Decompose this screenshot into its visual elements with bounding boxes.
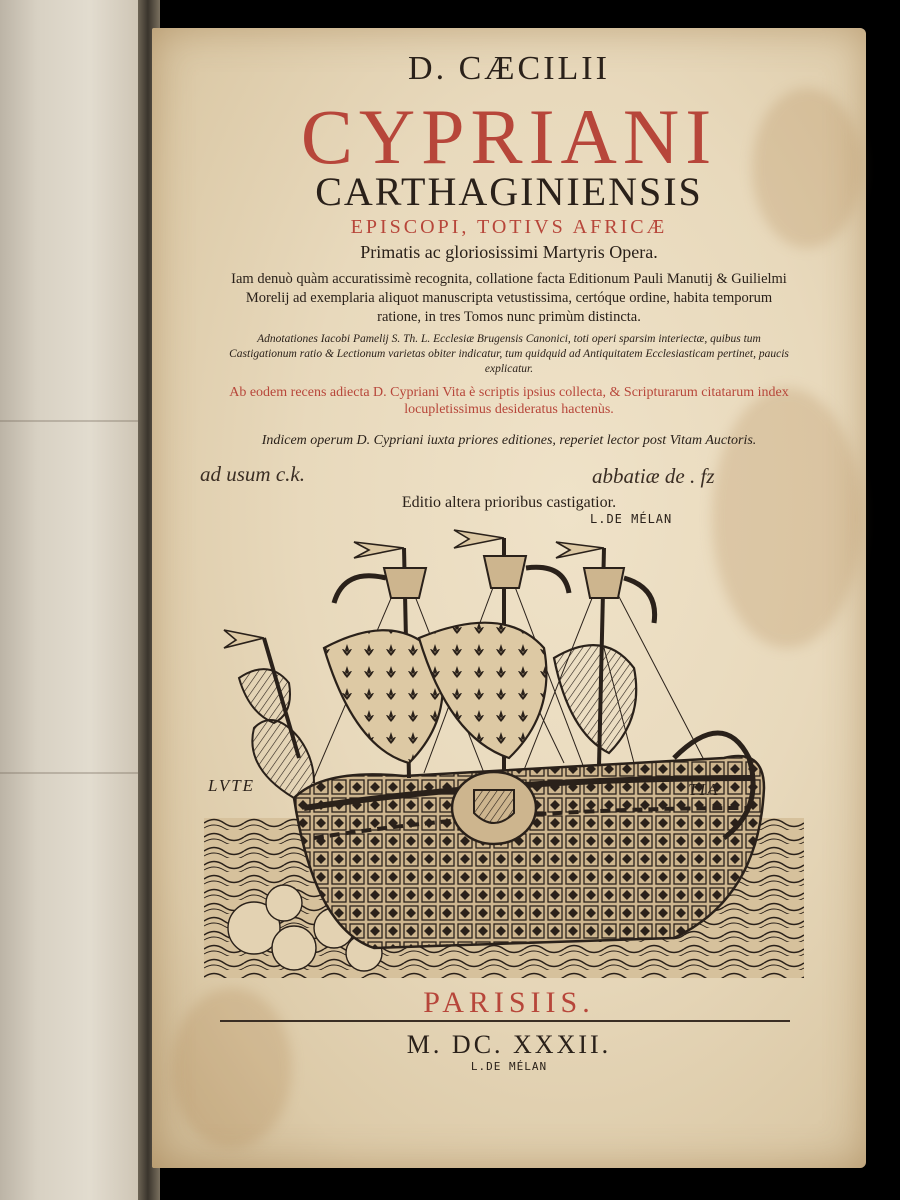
title-page xyxy=(152,28,866,1168)
author-office: EPISCOPI, TOTIVS AFRICÆ xyxy=(350,216,668,238)
mizzen-sail xyxy=(554,645,636,753)
place-left-label: LVTE xyxy=(208,776,256,795)
index-paragraph: Indicem operum D. Cypriani iuxta priores editiones, reperiet lector post Vitam Auctoris. xyxy=(261,433,757,448)
flyleaf xyxy=(0,0,150,1200)
vita-paragraph: Ab eodem recens adiecta D. Cypriani Vita è scriptis ipsius collecta, & Scripturarum citatarum index locupletissimus desideratus hactenùs. xyxy=(229,385,789,417)
coat-of-arms-icon xyxy=(452,772,536,844)
author-name: CYPRIANI xyxy=(300,93,718,180)
work-title: Primatis ac gloriosissimi Martyris Opera. xyxy=(360,242,658,262)
flyleaf-crease xyxy=(0,420,150,422)
bowsprit-sail xyxy=(239,669,290,723)
description-paragraph: Iam denuò quàm accuratissimè recognita, collatione facta Editionum Pauli Manutij & Guilielmi Morelij ad exemplaria aliquot manuscripta vetustissima, certóque ordine, habita temporum ratione, in tres Tomos nunc primùm distincta. xyxy=(231,271,787,325)
author-praenomen: D. CÆCILII xyxy=(408,50,610,87)
imprint-rule xyxy=(220,1020,790,1022)
handwritten-inscription-left: ad usum c.k. xyxy=(200,462,305,486)
figurehead xyxy=(252,720,314,798)
imprint-city: PARISIIS. xyxy=(423,986,595,1019)
handwritten-inscription-right: abbatiæ de . fz xyxy=(592,464,715,488)
imprint-year: M. DC. XXXII. xyxy=(406,1030,612,1059)
library-stamp-bottom: L.DE MÉLAN xyxy=(470,1060,548,1073)
place-right-label: TIA xyxy=(688,780,720,799)
edition-note: Editio altera prioribus castigatior. xyxy=(401,494,617,511)
library-stamp-top: L.DE MÉLAN xyxy=(590,512,673,526)
annotations-paragraph: Adnotationes Iacobi Pamelij S. Th. L. Ecclesiæ Brugensis Canonici, toti operi sparsim interiectæ, quibus tum Castigationum ratio & Lectionum varietas obiter indicatur, tum quidquid ad Antiquitatem Ecclesiasticam pertinet, paucis explicatur. xyxy=(229,333,789,375)
author-origin: CARTHAGINIENSIS xyxy=(315,169,703,214)
flyleaf-crease xyxy=(0,772,150,774)
ship-engraving xyxy=(204,508,804,978)
